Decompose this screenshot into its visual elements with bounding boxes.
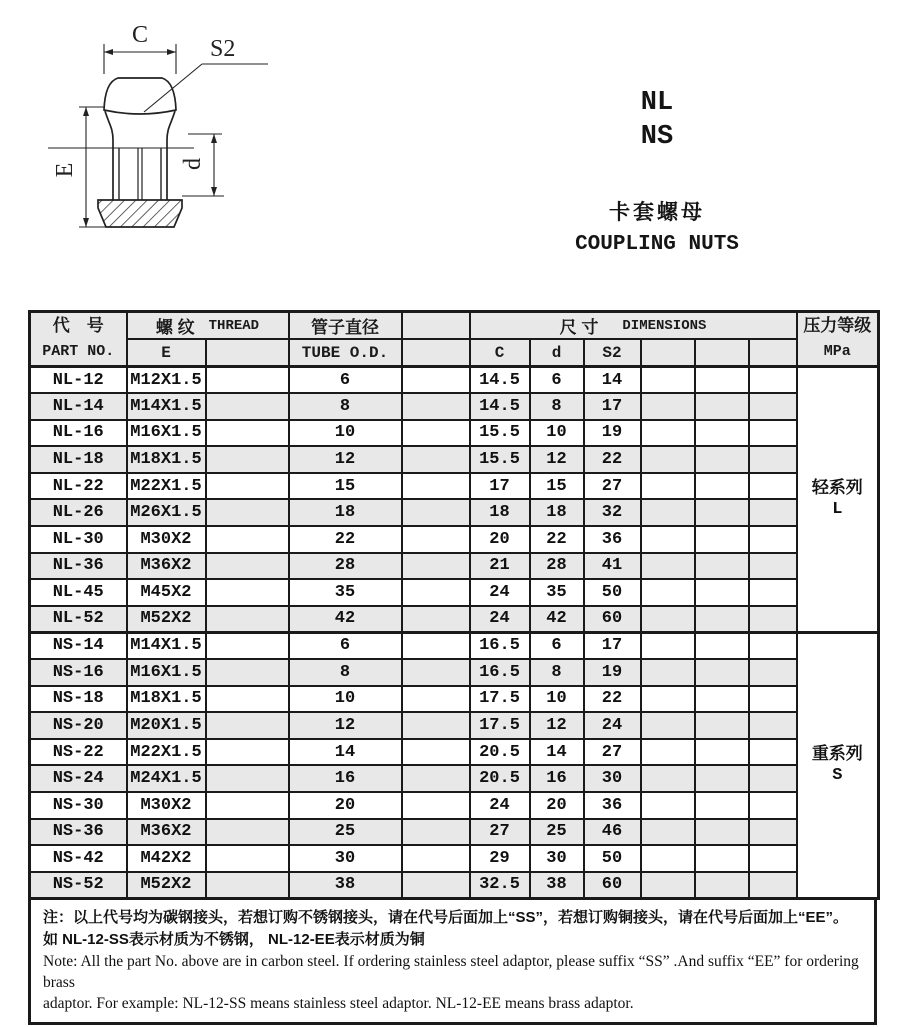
spacer-cell: [695, 872, 749, 899]
note-zh-line2: 如 NL-12-SS表示材质为不锈钢， NL-12-EE表示材质为铜: [43, 930, 425, 948]
spacer-cell: [402, 606, 470, 633]
tube-od-cell: 16: [289, 765, 402, 792]
dim-c-cell: 20.5: [470, 739, 530, 766]
dim-d-cell: 38: [530, 872, 584, 899]
table-row: [30, 606, 879, 633]
thread-cell: M12X1.5: [127, 367, 206, 394]
dim-c-cell: 17: [470, 473, 530, 500]
spacer-cell: [206, 712, 289, 739]
spacer-cell: [641, 606, 695, 633]
spacer-cell: [402, 739, 470, 766]
spacer-cell: [695, 765, 749, 792]
spacer-cell: [749, 553, 797, 580]
table-wrap: [28, 310, 879, 1025]
dim-s2-cell: 36: [584, 792, 641, 819]
table-row: [30, 739, 879, 766]
spacer-cell: [206, 792, 289, 819]
dim-d-cell: 6: [530, 632, 584, 659]
spacer-cell: [402, 819, 470, 846]
tube-od-cell: 10: [289, 686, 402, 713]
table-row: [30, 393, 879, 420]
dim-d-cell: 10: [530, 686, 584, 713]
spacer-cell: [206, 420, 289, 447]
spacer-cell: [206, 499, 289, 526]
series-label-zh: 轻系列: [811, 478, 863, 498]
spacer-cell: [749, 659, 797, 686]
dim-s2-cell: 17: [584, 632, 641, 659]
d-arrow-bottom: [211, 187, 217, 196]
dim-c-cell: 15.5: [470, 420, 530, 447]
dim-d-cell: 28: [530, 553, 584, 580]
spacer-cell: [695, 712, 749, 739]
table-row: [30, 872, 879, 899]
spacer-cell: [206, 632, 289, 659]
thread-cell: M14X1.5: [127, 393, 206, 420]
spacer-cell: [206, 845, 289, 872]
dim-d-cell: 14: [530, 739, 584, 766]
spacer-cell: [206, 659, 289, 686]
dim-s2-cell: 19: [584, 659, 641, 686]
d-arrow-top: [211, 134, 217, 143]
part-no-cell: NS-18: [30, 686, 127, 713]
s2-leader-line: [144, 64, 202, 112]
e-arrow-bottom: [83, 218, 89, 227]
thread-cell: M20X1.5: [127, 712, 206, 739]
spacer-cell: [206, 553, 289, 580]
coupling-nut-drawing: [42, 22, 272, 257]
part-no-cell: NS-42: [30, 845, 127, 872]
spacer-cell: [206, 765, 289, 792]
tube-od-cell: 18: [289, 499, 402, 526]
spacer-cell: [402, 845, 470, 872]
dim-c-cell: 20.5: [470, 765, 530, 792]
nut-crown: [104, 78, 176, 114]
table-row: [30, 553, 879, 580]
spacer-cell: [402, 446, 470, 473]
spacer-cell: [641, 792, 695, 819]
dim-d-cell: 30: [530, 845, 584, 872]
header-dim-c: C: [470, 339, 530, 366]
spacer-cell: [695, 686, 749, 713]
spacer-cell: [206, 819, 289, 846]
tube-od-cell: 8: [289, 393, 402, 420]
header-thread-en: THREAD: [208, 317, 260, 334]
tube-od-cell: 42: [289, 606, 402, 633]
spacer-cell: [749, 526, 797, 553]
spacer-cell: [206, 393, 289, 420]
dim-d-cell: 12: [530, 712, 584, 739]
dim-c-cell: 14.5: [470, 367, 530, 394]
spacer-cell: [641, 446, 695, 473]
spacer-cell: [206, 739, 289, 766]
header-spacer-1: [402, 312, 470, 340]
dim-s2-cell: 60: [584, 872, 641, 899]
table-row: [30, 712, 879, 739]
dim-d-cell: 12: [530, 446, 584, 473]
spacer-cell: [206, 579, 289, 606]
spacer-cell: [402, 526, 470, 553]
header-part-no-zh: 代 号: [52, 316, 104, 335]
part-no-cell: NL-52: [30, 606, 127, 633]
spacer-cell: [402, 420, 470, 447]
table-row: [30, 845, 879, 872]
dim-s2-cell: 32: [584, 499, 641, 526]
header-thread-zh: 螺 纹: [155, 318, 195, 338]
dim-s2-cell: 50: [584, 845, 641, 872]
spacer-cell: [402, 792, 470, 819]
part-no-cell: NS-24: [30, 765, 127, 792]
spacer-cell: [641, 526, 695, 553]
table-row: [30, 579, 879, 606]
spacer-cell: [749, 819, 797, 846]
dim-c-cell: 29: [470, 845, 530, 872]
header-dimensions: [470, 312, 797, 340]
spacer-cell: [749, 606, 797, 633]
spacer-cell: [402, 659, 470, 686]
dim-s2-cell: 50: [584, 579, 641, 606]
spacer-cell: [749, 367, 797, 394]
spacer-cell: [695, 579, 749, 606]
dim-d-cell: 25: [530, 819, 584, 846]
tube-od-cell: 6: [289, 367, 402, 394]
spacer-cell: [641, 420, 695, 447]
header-spacer-2: [206, 339, 289, 366]
thread-cell: M52X2: [127, 872, 206, 899]
dim-s2-cell: 60: [584, 606, 641, 633]
tube-od-cell: 14: [289, 739, 402, 766]
spacer-cell: [695, 420, 749, 447]
dim-c-cell: 32.5: [470, 872, 530, 899]
spacer-cell: [695, 499, 749, 526]
spacer-cell: [695, 632, 749, 659]
spacer-cell: [641, 393, 695, 420]
table-row: [30, 420, 879, 447]
spacer-cell: [695, 739, 749, 766]
spacer-cell: [206, 686, 289, 713]
dim-s2-cell: 22: [584, 446, 641, 473]
thread-cell: M42X2: [127, 845, 206, 872]
spacer-cell: [641, 819, 695, 846]
spacer-cell: [402, 367, 470, 394]
dim-c-cell: 17.5: [470, 712, 530, 739]
dim-c-cell: 15.5: [470, 446, 530, 473]
dim-s2-cell: 27: [584, 473, 641, 500]
dim-c-cell: 24: [470, 579, 530, 606]
dim-d-cell: 35: [530, 579, 584, 606]
table-row: [30, 526, 879, 553]
thread-cell: M36X2: [127, 553, 206, 580]
dim-c-cell: 17.5: [470, 686, 530, 713]
thread-cell: M18X1.5: [127, 446, 206, 473]
dim-s2-cell: 36: [584, 526, 641, 553]
part-no-cell: NS-14: [30, 632, 127, 659]
note-en-line2: adaptor. For example: NL-12-SS means stainless steel adaptor. NL-12-EE means brass adaptor.: [43, 994, 634, 1012]
series-code-ns: NS: [640, 122, 674, 152]
tube-od-cell: 8: [289, 659, 402, 686]
spacer-cell: [749, 393, 797, 420]
spacer-cell: [402, 872, 470, 899]
thread-cell: M52X2: [127, 606, 206, 633]
spacer-cell: [749, 845, 797, 872]
part-no-cell: NS-36: [30, 819, 127, 846]
spacer-cell: [641, 739, 695, 766]
thread-cell: M22X1.5: [127, 473, 206, 500]
thread-cell: M36X2: [127, 819, 206, 846]
spacer-cell: [749, 712, 797, 739]
dim-d-cell: 10: [530, 420, 584, 447]
thread-cell: M14X1.5: [127, 632, 206, 659]
hatched-base-section: [98, 200, 182, 227]
header-dims-zh: 尺 寸: [559, 318, 599, 338]
part-no-cell: NL-30: [30, 526, 127, 553]
part-no-cell: NL-22: [30, 473, 127, 500]
dim-label-c: C: [131, 22, 149, 48]
header-dims-en: DIMENSIONS: [622, 317, 707, 334]
spacer-cell: [641, 499, 695, 526]
spacer-cell: [641, 686, 695, 713]
c-arrow-left: [104, 49, 113, 55]
table-row: [30, 446, 879, 473]
dim-c-cell: 18: [470, 499, 530, 526]
spacer-cell: [206, 606, 289, 633]
dim-label-e: E: [52, 162, 78, 178]
spacer-cell: [402, 579, 470, 606]
table-row: [30, 765, 879, 792]
series-label-en: S: [832, 766, 843, 786]
spacer-cell: [695, 446, 749, 473]
tube-od-cell: 30: [289, 845, 402, 872]
thread-cell: M24X1.5: [127, 765, 206, 792]
tube-od-cell: 10: [289, 420, 402, 447]
spacer-cell: [749, 765, 797, 792]
dim-s2-cell: 22: [584, 686, 641, 713]
tube-od-cell: 12: [289, 712, 402, 739]
thread-cell: M30X2: [127, 792, 206, 819]
table-row: [30, 686, 879, 713]
header-spacer-4: [641, 339, 695, 366]
table-row: [30, 632, 879, 659]
dimension-table: [28, 310, 880, 900]
dim-s2-cell: 14: [584, 367, 641, 394]
part-no-cell: NL-26: [30, 499, 127, 526]
header-spacer-6: [749, 339, 797, 366]
tube-od-cell: 15: [289, 473, 402, 500]
series-label-zh: 重系列: [811, 744, 863, 764]
spacer-cell: [206, 446, 289, 473]
spacer-cell: [749, 792, 797, 819]
part-no-cell: NS-16: [30, 659, 127, 686]
product-title-en: COUPLING NUTS: [575, 233, 739, 256]
spacer-cell: [402, 499, 470, 526]
spacer-cell: [641, 872, 695, 899]
dim-s2-cell: 19: [584, 420, 641, 447]
part-no-cell: NL-36: [30, 553, 127, 580]
c-arrow-right: [167, 49, 176, 55]
spacer-cell: [206, 367, 289, 394]
spacer-cell: [695, 526, 749, 553]
tube-od-cell: 38: [289, 872, 402, 899]
spacer-cell: [749, 473, 797, 500]
dim-c-cell: 16.5: [470, 632, 530, 659]
thread-cell: M16X1.5: [127, 659, 206, 686]
spacer-cell: [206, 872, 289, 899]
dim-s2-cell: 24: [584, 712, 641, 739]
spacer-cell: [402, 712, 470, 739]
dim-s2-cell: 27: [584, 739, 641, 766]
spacer-cell: [641, 553, 695, 580]
tube-od-cell: 35: [289, 579, 402, 606]
spacer-cell: [695, 553, 749, 580]
spacer-cell: [402, 473, 470, 500]
part-no-cell: NS-20: [30, 712, 127, 739]
tube-od-cell: 25: [289, 819, 402, 846]
part-no-cell: NS-22: [30, 739, 127, 766]
spacer-cell: [695, 845, 749, 872]
table-row: [30, 473, 879, 500]
dim-s2-cell: 46: [584, 819, 641, 846]
header-spacer-3: [402, 339, 470, 366]
body-left-edge: [105, 111, 113, 200]
table-row: [30, 659, 879, 686]
dim-c-cell: 27: [470, 819, 530, 846]
tube-od-cell: 22: [289, 526, 402, 553]
header-tube-en: TUBE O.D.: [289, 339, 402, 366]
dim-s2-cell: 17: [584, 393, 641, 420]
dim-label-d: d: [180, 158, 206, 170]
header-thread: [127, 312, 289, 340]
spacer-cell: [206, 526, 289, 553]
dim-c-cell: 21: [470, 553, 530, 580]
tube-od-cell: 28: [289, 553, 402, 580]
dim-c-cell: 14.5: [470, 393, 530, 420]
header-dim-s2: S2: [584, 339, 641, 366]
spacer-cell: [641, 473, 695, 500]
e-arrow-top: [83, 107, 89, 116]
part-no-cell: NS-52: [30, 872, 127, 899]
part-no-cell: NL-18: [30, 446, 127, 473]
dim-d-cell: 8: [530, 659, 584, 686]
spacer-cell: [695, 606, 749, 633]
dim-d-cell: 22: [530, 526, 584, 553]
dim-label-s2: S2: [210, 36, 236, 62]
spacer-cell: [402, 553, 470, 580]
tube-od-cell: 20: [289, 792, 402, 819]
spacer-cell: [695, 819, 749, 846]
part-no-cell: NL-16: [30, 420, 127, 447]
spacer-cell: [695, 367, 749, 394]
dim-c-cell: 16.5: [470, 659, 530, 686]
series-label-en: L: [832, 500, 843, 520]
body-right-edge: [167, 111, 175, 200]
dim-d-cell: 20: [530, 792, 584, 819]
dim-d-cell: 16: [530, 765, 584, 792]
thread-cell: M26X1.5: [127, 499, 206, 526]
spacer-cell: [402, 632, 470, 659]
part-no-cell: NS-30: [30, 792, 127, 819]
thread-cell: M30X2: [127, 526, 206, 553]
dim-s2-cell: 41: [584, 553, 641, 580]
header-pressure-en: MPa: [823, 343, 851, 360]
table-row: [30, 367, 879, 394]
series-cell: [797, 367, 879, 633]
dim-c-cell: 24: [470, 606, 530, 633]
header-tube-zh: 管子直径: [289, 312, 402, 340]
spacer-cell: [749, 872, 797, 899]
dim-d-cell: 42: [530, 606, 584, 633]
spacer-cell: [749, 739, 797, 766]
table-row: [30, 792, 879, 819]
note-box: [28, 897, 877, 1025]
spacer-cell: [641, 632, 695, 659]
spacer-cell: [641, 765, 695, 792]
header-thread-sub-e: E: [127, 339, 206, 366]
dim-c-cell: 24: [470, 792, 530, 819]
tube-od-cell: 12: [289, 446, 402, 473]
spacer-cell: [641, 367, 695, 394]
spacer-cell: [695, 792, 749, 819]
spacer-cell: [695, 659, 749, 686]
spacer-cell: [206, 473, 289, 500]
spacer-cell: [749, 446, 797, 473]
spacer-cell: [402, 686, 470, 713]
part-no-cell: NL-45: [30, 579, 127, 606]
table-row: [30, 499, 879, 526]
spacer-cell: [402, 393, 470, 420]
dim-d-cell: 18: [530, 499, 584, 526]
table-body: [30, 367, 879, 899]
header-dim-d: d: [530, 339, 584, 366]
note-en-line1: Note: All the part No. above are in carbon steel. If ordering stainless steel adaptor, please suffix “SS” .And suffix “EE” for ordering brass: [43, 952, 859, 991]
thread-cell: M16X1.5: [127, 420, 206, 447]
spacer-cell: [749, 499, 797, 526]
spacer-cell: [402, 765, 470, 792]
spacer-cell: [641, 712, 695, 739]
header-part-no-en: PART NO.: [42, 343, 115, 360]
dim-d-cell: 15: [530, 473, 584, 500]
spacer-cell: [641, 659, 695, 686]
spacer-cell: [749, 579, 797, 606]
dim-s2-cell: 30: [584, 765, 641, 792]
thread-cell: M22X1.5: [127, 739, 206, 766]
spacer-cell: [749, 632, 797, 659]
spacer-cell: [749, 686, 797, 713]
spacer-cell: [749, 420, 797, 447]
spacer-cell: [641, 845, 695, 872]
series-code-nl: NL: [640, 88, 674, 118]
header-pressure-zh: 压力等级: [803, 316, 872, 335]
tube-od-cell: 6: [289, 632, 402, 659]
spacer-cell: [641, 579, 695, 606]
series-cell: [797, 632, 879, 898]
dim-c-cell: 20: [470, 526, 530, 553]
part-no-cell: NL-12: [30, 367, 127, 394]
thread-cell: M45X2: [127, 579, 206, 606]
header-part-no: [30, 312, 127, 367]
header-pressure: [797, 312, 879, 367]
thread-cell: M18X1.5: [127, 686, 206, 713]
spacer-cell: [695, 393, 749, 420]
note-zh-line1: 注：以上代号均为碳钢接头，若想订购不锈钢接头，请在代号后面加上“SS”，若想订购铜接头，请在代号后面加上“EE”。: [43, 908, 849, 926]
dim-d-cell: 6: [530, 367, 584, 394]
spacer-cell: [695, 473, 749, 500]
table-row: [30, 819, 879, 846]
part-no-cell: NL-14: [30, 393, 127, 420]
header-spacer-5: [695, 339, 749, 366]
product-title-zh: 卡套螺母: [609, 201, 705, 224]
dim-d-cell: 8: [530, 393, 584, 420]
